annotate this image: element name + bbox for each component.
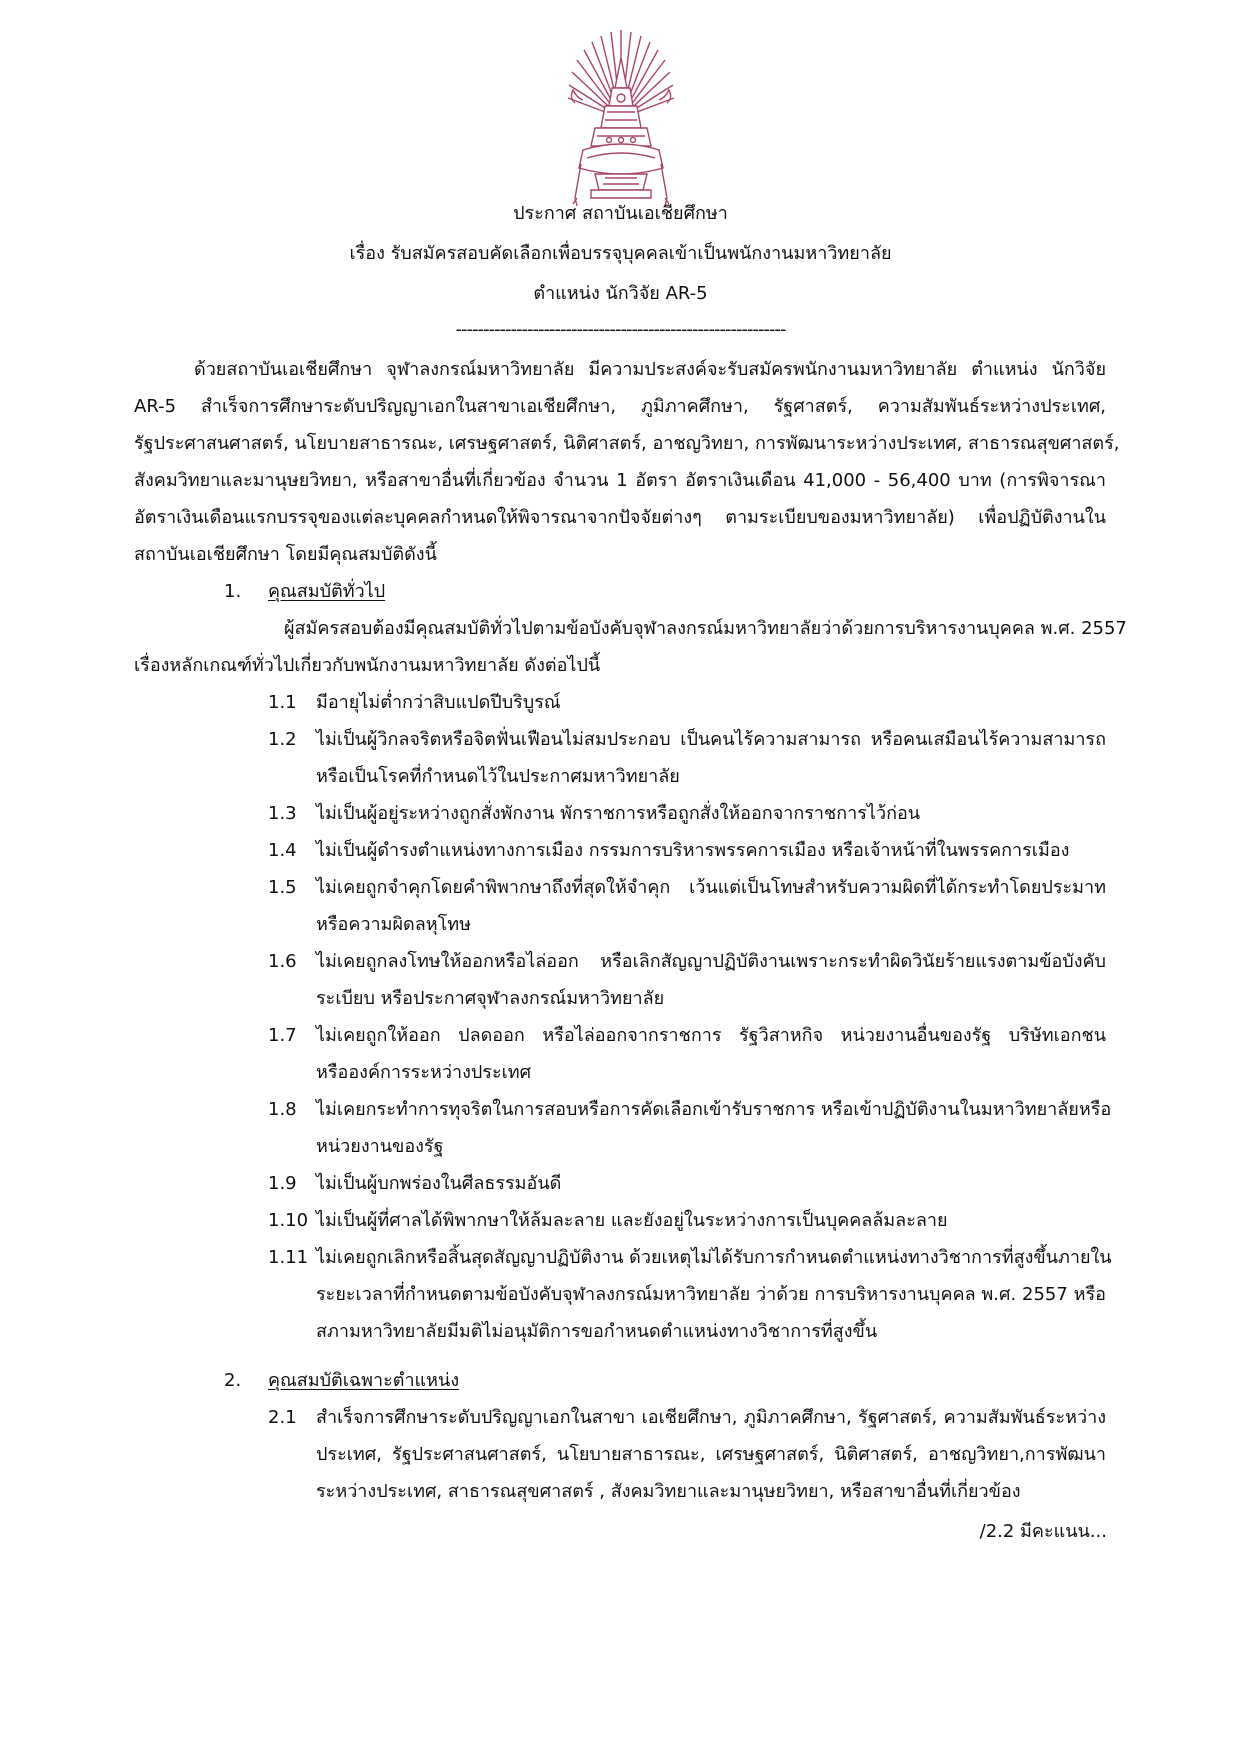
item-number: 1.7 xyxy=(268,1025,297,1046)
section-heading: คุณสมบัติเฉพาะตำแหน่ง xyxy=(268,1370,460,1391)
item-number: 1.1 xyxy=(268,692,297,713)
item-text: สำเร็จการศึกษาระดับปริญญาเอกในสาขา เอเชียศึกษา, ภูมิภาคศึกษา, รัฐศาสตร์, ความสัมพันธ์ระหว่าง xyxy=(316,1407,1106,1428)
item-text: มีอายุไม่ต่ำกว่าสิบแปดปีบริบูรณ์ xyxy=(316,692,561,713)
intro-line: AR-5 สำเร็จการศึกษาระดับปริญญาเอกในสาขาเอเชียศึกษา, ภูมิภาคศึกษา, รัฐศาสตร์, ความสัมพันธ์ระหว่างประเทศ, xyxy=(134,396,1106,417)
item-number: 2.1 xyxy=(268,1407,297,1428)
intro-line: ด้วยสถาบันเอเชียศึกษา จุฬาลงกรณ์มหาวิทยาลัย มีความประสงค์จะรับสมัครพนักงานมหาวิทยาลัย ตำแหน่ง นักวิจัย xyxy=(194,359,1106,380)
section-heading: คุณสมบัติทั่วไป xyxy=(268,581,386,602)
page-continuation: /2.2 มีคะแนน... xyxy=(979,1521,1107,1542)
section-number: 1. xyxy=(224,581,242,602)
item-text: ไม่เป็นผู้บกพร่องในศีลธรรมอันดี xyxy=(316,1173,562,1194)
item-number: 1.2 xyxy=(268,729,297,750)
item-text: หรือเป็นโรคที่กำหนดไว้ในประกาศมหาวิทยาลัย xyxy=(316,766,680,787)
section-number: 2. xyxy=(224,1370,242,1391)
item-text: ไม่เคยถูกลงโทษให้ออกหรือไล่ออก หรือเลิกสัญญาปฏิบัติงานเพราะกระทำผิดวินัยร้ายแรงตามข้อบังคับ xyxy=(316,951,1106,972)
item-number: 1.8 xyxy=(268,1099,297,1120)
announcement-title: ประกาศ สถาบันเอเชียศึกษา xyxy=(513,203,728,224)
intro-line: อัตราเงินเดือนแรกบรรจุของแต่ละบุคคลกำหนดให้พิจารณาจากปัจจัยต่างๆ ตามระเบียบของมหาวิทยาลัย) เพื่อปฏิบัติงานใน xyxy=(134,507,1106,528)
item-text: สภามหาวิทยาลัยมีมติไม่อนุมัติการขอกำหนดตำแหน่งทางวิชาการที่สูงขึ้น xyxy=(316,1321,878,1342)
item-number: 1.5 xyxy=(268,877,297,898)
item-text: ระหว่างประเทศ, สาธารณสุขศาสตร์ , สังคมวิทยาและมานุษยวิทยา, หรือสาขาอื่นที่เกี่ยวข้อง xyxy=(316,1481,1021,1502)
item-text: ประเทศ, รัฐประศาสนศาสตร์, นโยบายสาธารณะ, เศรษฐศาสตร์, นิติศาสตร์, อาชญวิทยา,การพัฒนา xyxy=(316,1444,1106,1465)
intro-line: รัฐประศาสนศาสตร์, นโยบายสาธารณะ, เศรษฐศาสตร์, นิติศาสตร์, อาชญวิทยา, การพัฒนาระหว่างประเทศ, สาธารณสุขศาสตร์, xyxy=(134,433,1120,454)
item-number: 1.10 xyxy=(268,1210,309,1231)
item-text: ไม่เคยถูกให้ออก ปลดออก หรือไล่ออกจากราชการ รัฐวิสาหกิจ หน่วยงานอื่นของรัฐ บริษัทเอกชน xyxy=(316,1025,1106,1046)
item-number: 1.9 xyxy=(268,1173,297,1194)
announcement-subject: เรื่อง รับสมัครสอบคัดเลือกเพื่อบรรจุบุคคลเข้าเป็นพนักงานมหาวิทยาลัย xyxy=(349,243,892,264)
item-number: 1.6 xyxy=(268,951,297,972)
item-text: ไม่เคยถูกเลิกหรือสิ้นสุดสัญญาปฏิบัติงาน ด้วยเหตุไม่ได้รับการกำหนดตำแหน่งทางวิชาการที่สูงขึ้นภายใน xyxy=(316,1247,1112,1268)
item-text: หรือองค์การระหว่างประเทศ xyxy=(316,1062,532,1083)
chulalongkorn-emblem-icon xyxy=(565,28,677,226)
intro-line: สังคมวิทยาและมานุษยวิทยา, หรือสาขาอื่นที่เกี่ยวข้อง จำนวน 1 อัตรา อัตราเงินเดือน 41,000 - 56,400 บาท (การพิจารณา xyxy=(134,470,1106,491)
announcement-position: ตำแหน่ง นักวิจัย AR-5 xyxy=(533,283,708,304)
item-number: 1.4 xyxy=(268,840,297,861)
intro-line: สถาบันเอเชียศึกษา โดยมีคุณสมบัติดังนี้ xyxy=(134,544,437,565)
item-text: หรือความผิดลหุโทษ xyxy=(316,914,471,935)
item-number: 1.3 xyxy=(268,803,297,824)
item-text: หน่วยงานของรัฐ xyxy=(316,1136,444,1157)
section-lead-line: ผู้สมัครสอบต้องมีคุณสมบัติทั่วไปตามข้อบังคับจุฬาลงกรณ์มหาวิทยาลัยว่าด้วยการบริหารงานบุคคล พ.ศ. 2557 xyxy=(284,618,1127,639)
item-text: ไม่เป็นผู้ที่ศาลได้พิพากษาให้ล้มละลาย และยังอยู่ในระหว่างการเป็นบุคคลล้มละลาย xyxy=(316,1210,948,1231)
item-text: ไม่เป็นผู้วิกลจริตหรือจิตฟั่นเฟือนไม่สมประกอบ เป็นคนไร้ความสามารถ หรือคนเสมือนไร้ความสามารถ xyxy=(316,729,1106,750)
item-text: ระยะเวลาที่กำหนดตามข้อบังคับจุฬาลงกรณ์มหาวิทยาลัย ว่าด้วย การบริหารงานบุคคล พ.ศ. 2557 หรือ xyxy=(316,1284,1106,1305)
item-text: ไม่เป็นผู้อยู่ระหว่างถูกสั่งพักงาน พักราชการหรือถูกสั่งให้ออกจากราชการไว้ก่อน xyxy=(316,803,921,824)
item-text: ไม่เคยถูกจำคุกโดยคำพิพากษาถึงที่สุดให้จำคุก เว้นแต่เป็นโทษสำหรับความผิดที่ได้กระทำโดยประมาท xyxy=(316,877,1106,898)
item-text: ไม่เป็นผู้ดำรงตำแหน่งทางการเมือง กรรมการบริหารพรรคการเมือง หรือเจ้าหน้าที่ในพรรคการเมือง xyxy=(316,840,1070,861)
item-number: 1.11 xyxy=(268,1247,309,1268)
item-text: ไม่เคยกระทำการทุจริตในการสอบหรือการคัดเลือกเข้ารับราชการ หรือเข้าปฏิบัติงานในมหาวิทยาลัยหรือ xyxy=(316,1099,1112,1120)
header-divider: ------------------------------------------------------------ xyxy=(455,319,786,340)
section-lead-line: เรื่องหลักเกณฑ์ทั่วไปเกี่ยวกับพนักงานมหาวิทยาลัย ดังต่อไปนี้ xyxy=(134,655,601,676)
item-text: ระเบียบ หรือประกาศจุฬาลงกรณ์มหาวิทยาลัย xyxy=(316,988,665,1009)
